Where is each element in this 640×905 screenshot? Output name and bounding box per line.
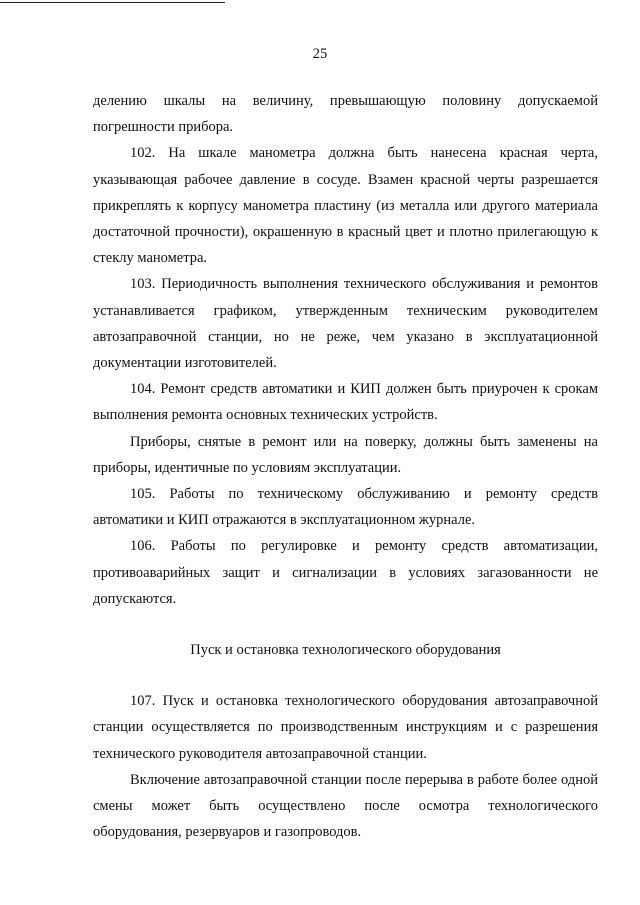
paragraph-102: 102. На шкале манометра должна быть нанесена красная черта, указывающая рабочее давление в сосуде. Взамен красной черты разрешается прикреплять к корпусу манометра пластину (из металла или другого материала достаточной прочности), окрашенную в красный цвет и плотно прилегающую к стеклу манометра.: [93, 145, 598, 267]
paragraph-106: 106. Работы по регулировке и ремонту средств автоматизации, противоаварийных защит и сигнализации в условиях загазованности не допускаются.: [93, 538, 598, 607]
paragraph-continuation: делению шкалы на величину, превышающую половину допускаемой погрешности прибора.: [93, 93, 598, 136]
paragraph-104-devices: Приборы, снятые в ремонт или на поверку, должны быть заменены на приборы, идентичные по условиям эксплуатации.: [93, 433, 598, 476]
paragraph-103: 103. Периодичность выполнения технического обслуживания и ремонтов устанавливается графиком, утвержденным техническим руководителем автозаправочной станции, но не реже, чем указано в эксплуатационной документации изготовителей.: [93, 276, 598, 372]
paragraph-107-startup: Включение автозаправочной станции после перерыва в работе более одной смены может быть осуществлено после осмотра технологического оборудования, резервуаров и газопроводов.: [93, 771, 598, 841]
section-heading: Пуск и остановка технологического оборудования: [190, 642, 501, 659]
page-number: 25: [312, 46, 328, 62]
paragraph-107: 107. Пуск и остановка технологического оборудования автозаправочной станции осуществляется по производственным инструкциям и с разрешения технического руководителя автозаправочной станции.: [93, 693, 598, 762]
document-body: [93, 88, 598, 845]
paragraph-105: 105. Работы по техническому обслуживанию и ремонту средств автоматики и КИП отражаются в эксплуатационном журнале.: [93, 486, 598, 529]
paragraph-104: 104. Ремонт средств автоматики и КИП должен быть приурочен к срокам выполнения ремонта основных технических устройств.: [93, 381, 598, 424]
top-edge-rule: [0, 2, 225, 3]
